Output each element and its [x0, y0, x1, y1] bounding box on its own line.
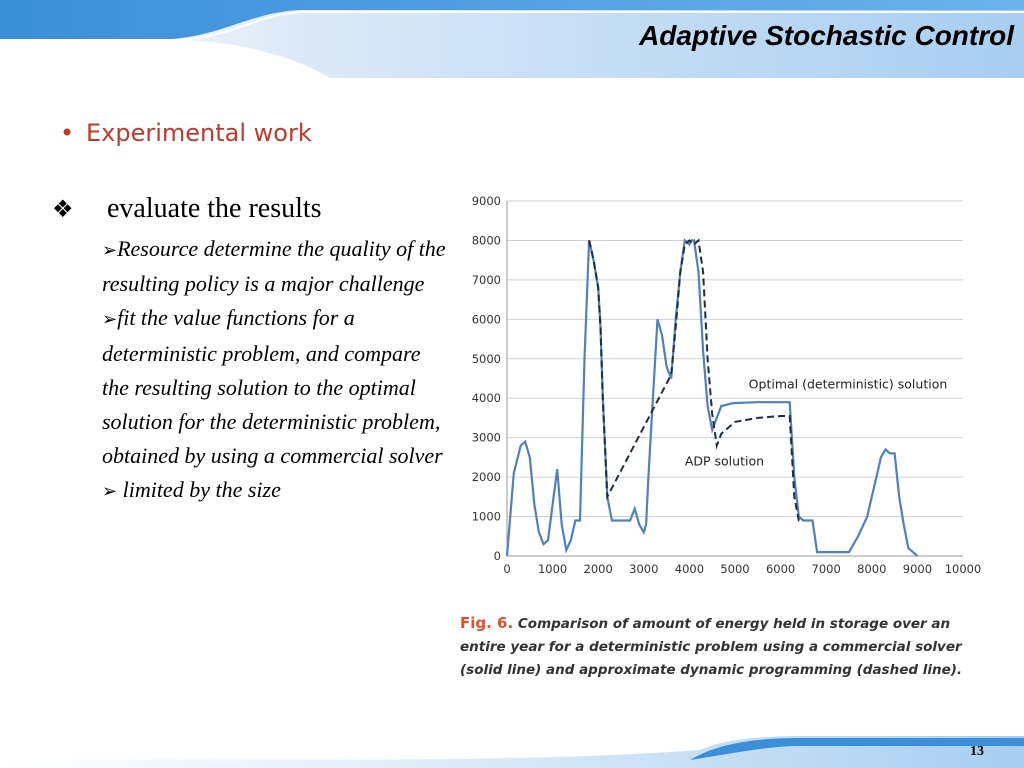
page-number: 13 — [970, 744, 984, 759]
footer-wave-band — [0, 730, 1024, 768]
optimal-solution-annotation: Optimal (deterministic) solution — [748, 376, 948, 392]
y-tick-label: 2000 — [471, 470, 501, 485]
x-tick-label: 0 — [503, 562, 511, 576]
subheading — [52, 193, 322, 225]
arrow-point — [102, 473, 452, 508]
arrow-point — [102, 301, 452, 473]
y-tick-label: 0 — [493, 549, 501, 563]
x-tick-label: 1000 — [537, 562, 568, 576]
x-tick-label: 2000 — [583, 562, 613, 576]
four-diamond-bullet-icon: ❖ — [52, 197, 74, 223]
y-tick-label: 8000 — [471, 233, 501, 248]
arrow-bullet-icon: ➢ — [102, 309, 118, 330]
arrow-point — [102, 232, 452, 301]
x-tick-label: 9000 — [902, 562, 933, 576]
figure-label: Fig. 6. — [460, 614, 514, 632]
bullet-text: Experimental work — [86, 119, 312, 147]
x-tick-label: 5000 — [720, 562, 750, 576]
y-tick-label: 9000 — [471, 194, 501, 208]
y-tick-label: 4000 — [471, 391, 501, 406]
figure-caption — [460, 612, 980, 682]
y-tick-label: 1000 — [471, 509, 501, 524]
y-tick-label: 3000 — [471, 430, 501, 445]
y-tick-label: 5000 — [471, 351, 501, 366]
slide-title: Adaptive Stochastic Control — [639, 20, 1014, 51]
arrow-bullet-icon: ➢ — [102, 240, 118, 260]
x-tick-label: 3000 — [629, 562, 659, 576]
y-tick-label: 7000 — [471, 272, 501, 287]
x-tick-label: 10000 — [944, 562, 982, 576]
arrow-point-text: fit the value functions for a deterministic problem, and compare the resulting solution to the optimal solution for the deterministic problem, obtained by using a commercial solver — [102, 305, 443, 469]
arrow-point-text: limited by the size — [117, 477, 281, 503]
x-tick-label: 7000 — [811, 562, 841, 576]
figure-caption-text: Comparison of amount of energy held in storage over an entire year for a deterministic problem using a commercial solver (solid line) and approximate dynamic programming (dashed line). — [460, 616, 963, 678]
bullet-dot-icon: • — [60, 119, 75, 147]
y-tick-label: 6000 — [471, 312, 501, 327]
arrow-bullet-icon: ➢ — [102, 481, 118, 502]
bullet-experimental-work — [60, 119, 312, 147]
arrow-point-list — [102, 232, 452, 509]
adp-solution-annotation: ADP solution — [684, 453, 765, 469]
x-tick-label: 8000 — [857, 562, 887, 576]
arrow-point-text: Resource determine the quality of the resulting policy is a major challenge — [102, 236, 446, 297]
x-tick-label: 4000 — [674, 562, 705, 576]
x-tick-label: 6000 — [765, 562, 796, 576]
subheading-text: evaluate the results — [107, 193, 322, 224]
energy-storage-chart — [455, 188, 990, 578]
line-chart-svg — [455, 188, 990, 578]
